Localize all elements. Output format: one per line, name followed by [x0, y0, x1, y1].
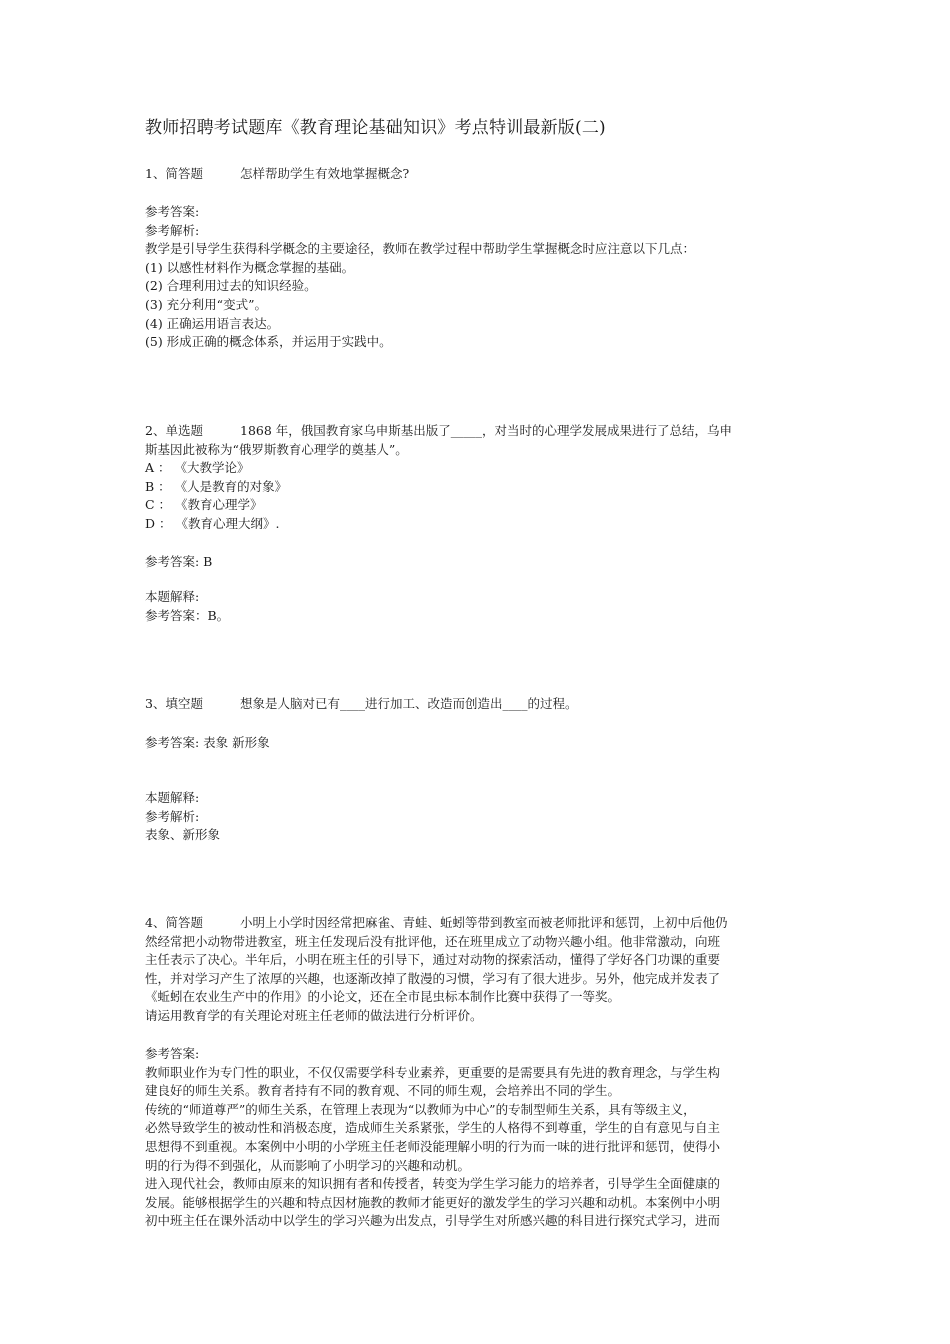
question-1-number: 1、简答题 [145, 166, 203, 181]
question-4-text: 小明上小学时因经常把麻雀、青蛙、蚯蚓等带到教室而被老师批评和惩罚，上初中后他仍 [240, 915, 728, 930]
question-4-answer [145, 1045, 810, 1231]
answer-line: 明的行为得不到强化，从而影响了小明学习的兴趣和动机。 [145, 1157, 471, 1173]
option-d: D ： 《教育心理大纲》. [145, 515, 280, 531]
question-4-text-cont: 然经常把小动物带进教室，班主任发现后没有批评他，还在班里成立了动物兴趣小组。他非常激动，向班 [145, 933, 721, 949]
question-3 [145, 695, 810, 714]
question-2-text: 1868 年，俄国教育家乌申斯基出版了_____，对当时的心理学发展成果进行了总结，乌申 [240, 423, 733, 438]
analysis-label: 参考解析: [145, 222, 200, 238]
answer-text: 参考答案: B [145, 554, 213, 569]
question-4 [145, 914, 810, 1026]
answer-text: 参考答案: 表象 新形象 [145, 735, 270, 750]
question-1-text: 怎样帮助学生有效地掌握概念? [240, 166, 410, 181]
analysis-text: 表象、新形象 [145, 827, 221, 843]
question-2-number: 2、单选题 [145, 423, 203, 438]
option-a: A ： 《大教学论》 [145, 460, 250, 476]
question-2-explanation [145, 588, 810, 625]
analysis-line: 教学是引导学生获得科学概念的主要途径，教师在教学过程中帮助学生掌握概念时应注意以下几点： [145, 241, 696, 257]
analysis-line: (2) 合理利用过去的知识经验。 [145, 278, 317, 294]
answer-line: 教师职业作为专门性的职业，不仅仅需要学科专业素养，更重要的是需要具有先进的教育理念，与学生构 [145, 1064, 721, 1080]
question-4-number: 4、简答题 [145, 915, 203, 930]
answer-line: 初中班主任在课外活动中以学生的学习兴趣为出发点，引导学生对所感兴趣的科目进行探究式学习，进而 [145, 1213, 721, 1229]
option-c: C ： 《教育心理学》 [145, 497, 263, 513]
answer-label: 参考答案: [145, 1046, 200, 1061]
explain-label: 本题解释: [145, 589, 200, 604]
analysis-line: (1) 以感性材料作为概念掌握的基础。 [145, 259, 355, 275]
answer-line: 思想得不到重视。本案例中小明的小学班主任老师没能理解小明的行为而一味的进行批评和惩罚，使得小 [145, 1138, 721, 1154]
question-4-text-cont: 主任表示了决心。半年后，小明在班主任的引导下，通过对动物的探索活动，懂得了学好各门功课的重要 [145, 952, 721, 968]
question-4-header [145, 914, 810, 933]
answer-line: 发展。能够根据学生的兴趣和特点因材施教的教师才能更好的激发学生的学习兴趣和动机。本案例中小明 [145, 1194, 721, 1210]
question-3-text: 想象是人脑对已有____进行加工、改造而创造出____的过程。 [240, 696, 578, 711]
analysis-line: (4) 正确运用语言表达。 [145, 315, 280, 331]
answer-line: 必然导致学生的被动性和消极态度，造成师生关系紧张，学生的人格得不到尊重，学生的自有意见与自主 [145, 1120, 721, 1136]
analysis-line: (3) 充分利用“变式”。 [145, 296, 267, 312]
question-3-header [145, 695, 810, 714]
question-2 [145, 422, 810, 534]
analysis-label: 参考解析: [145, 808, 200, 824]
answer-line: 传统的“师道尊严”的师生关系，在管理上表现为“以教师为中心”的专制型师生关系，具有等级主义， [145, 1101, 696, 1117]
answer-label: 参考答案: [145, 204, 200, 219]
question-4-prompt: 请运用教育学的有关理论对班主任老师的做法进行分析评价。 [145, 1007, 483, 1023]
answer-line: 建良好的师生关系。教育者持有不同的教育观、不同的师生观，会培养出不同的学生。 [145, 1083, 621, 1099]
question-1 [145, 165, 810, 184]
question-4-text-cont: 《蚯蚓在农业生产中的作用》的小论文，还在全市昆虫标本制作比赛中获得了一等奖。 [145, 989, 621, 1005]
question-2-answer [145, 553, 810, 572]
document-title: 教师招聘考试题库《教育理论基础知识》考点特训最新版(二) [145, 118, 606, 138]
question-2-header [145, 422, 810, 441]
question-3-answer [145, 734, 810, 753]
option-b: B ： 《人是教育的对象》 [145, 478, 288, 494]
question-1-header [145, 165, 810, 184]
question-4-text-cont: 性，并对学习产生了浓厚的兴趣，也逐渐改掉了散漫的习惯，学习有了很大进步。另外，他完成并发表了 [145, 970, 721, 986]
question-2-text-cont: 斯基因此被称为“俄罗斯教育心理学的奠基人”。 [145, 441, 408, 457]
explain-label: 本题解释: [145, 790, 200, 805]
question-1-answer [145, 203, 810, 352]
question-3-number: 3、填空题 [145, 696, 203, 711]
question-3-explanation [145, 789, 810, 845]
analysis-line: (5) 形成正确的概念体系，并运用于实践中。 [145, 334, 392, 350]
answer-line: 进入现代社会，教师由原来的知识拥有者和传授者，转变为学生学习能力的培养者，引导学生全面健康的 [145, 1176, 721, 1192]
explain-text: 参考答案：B。 [145, 607, 230, 623]
